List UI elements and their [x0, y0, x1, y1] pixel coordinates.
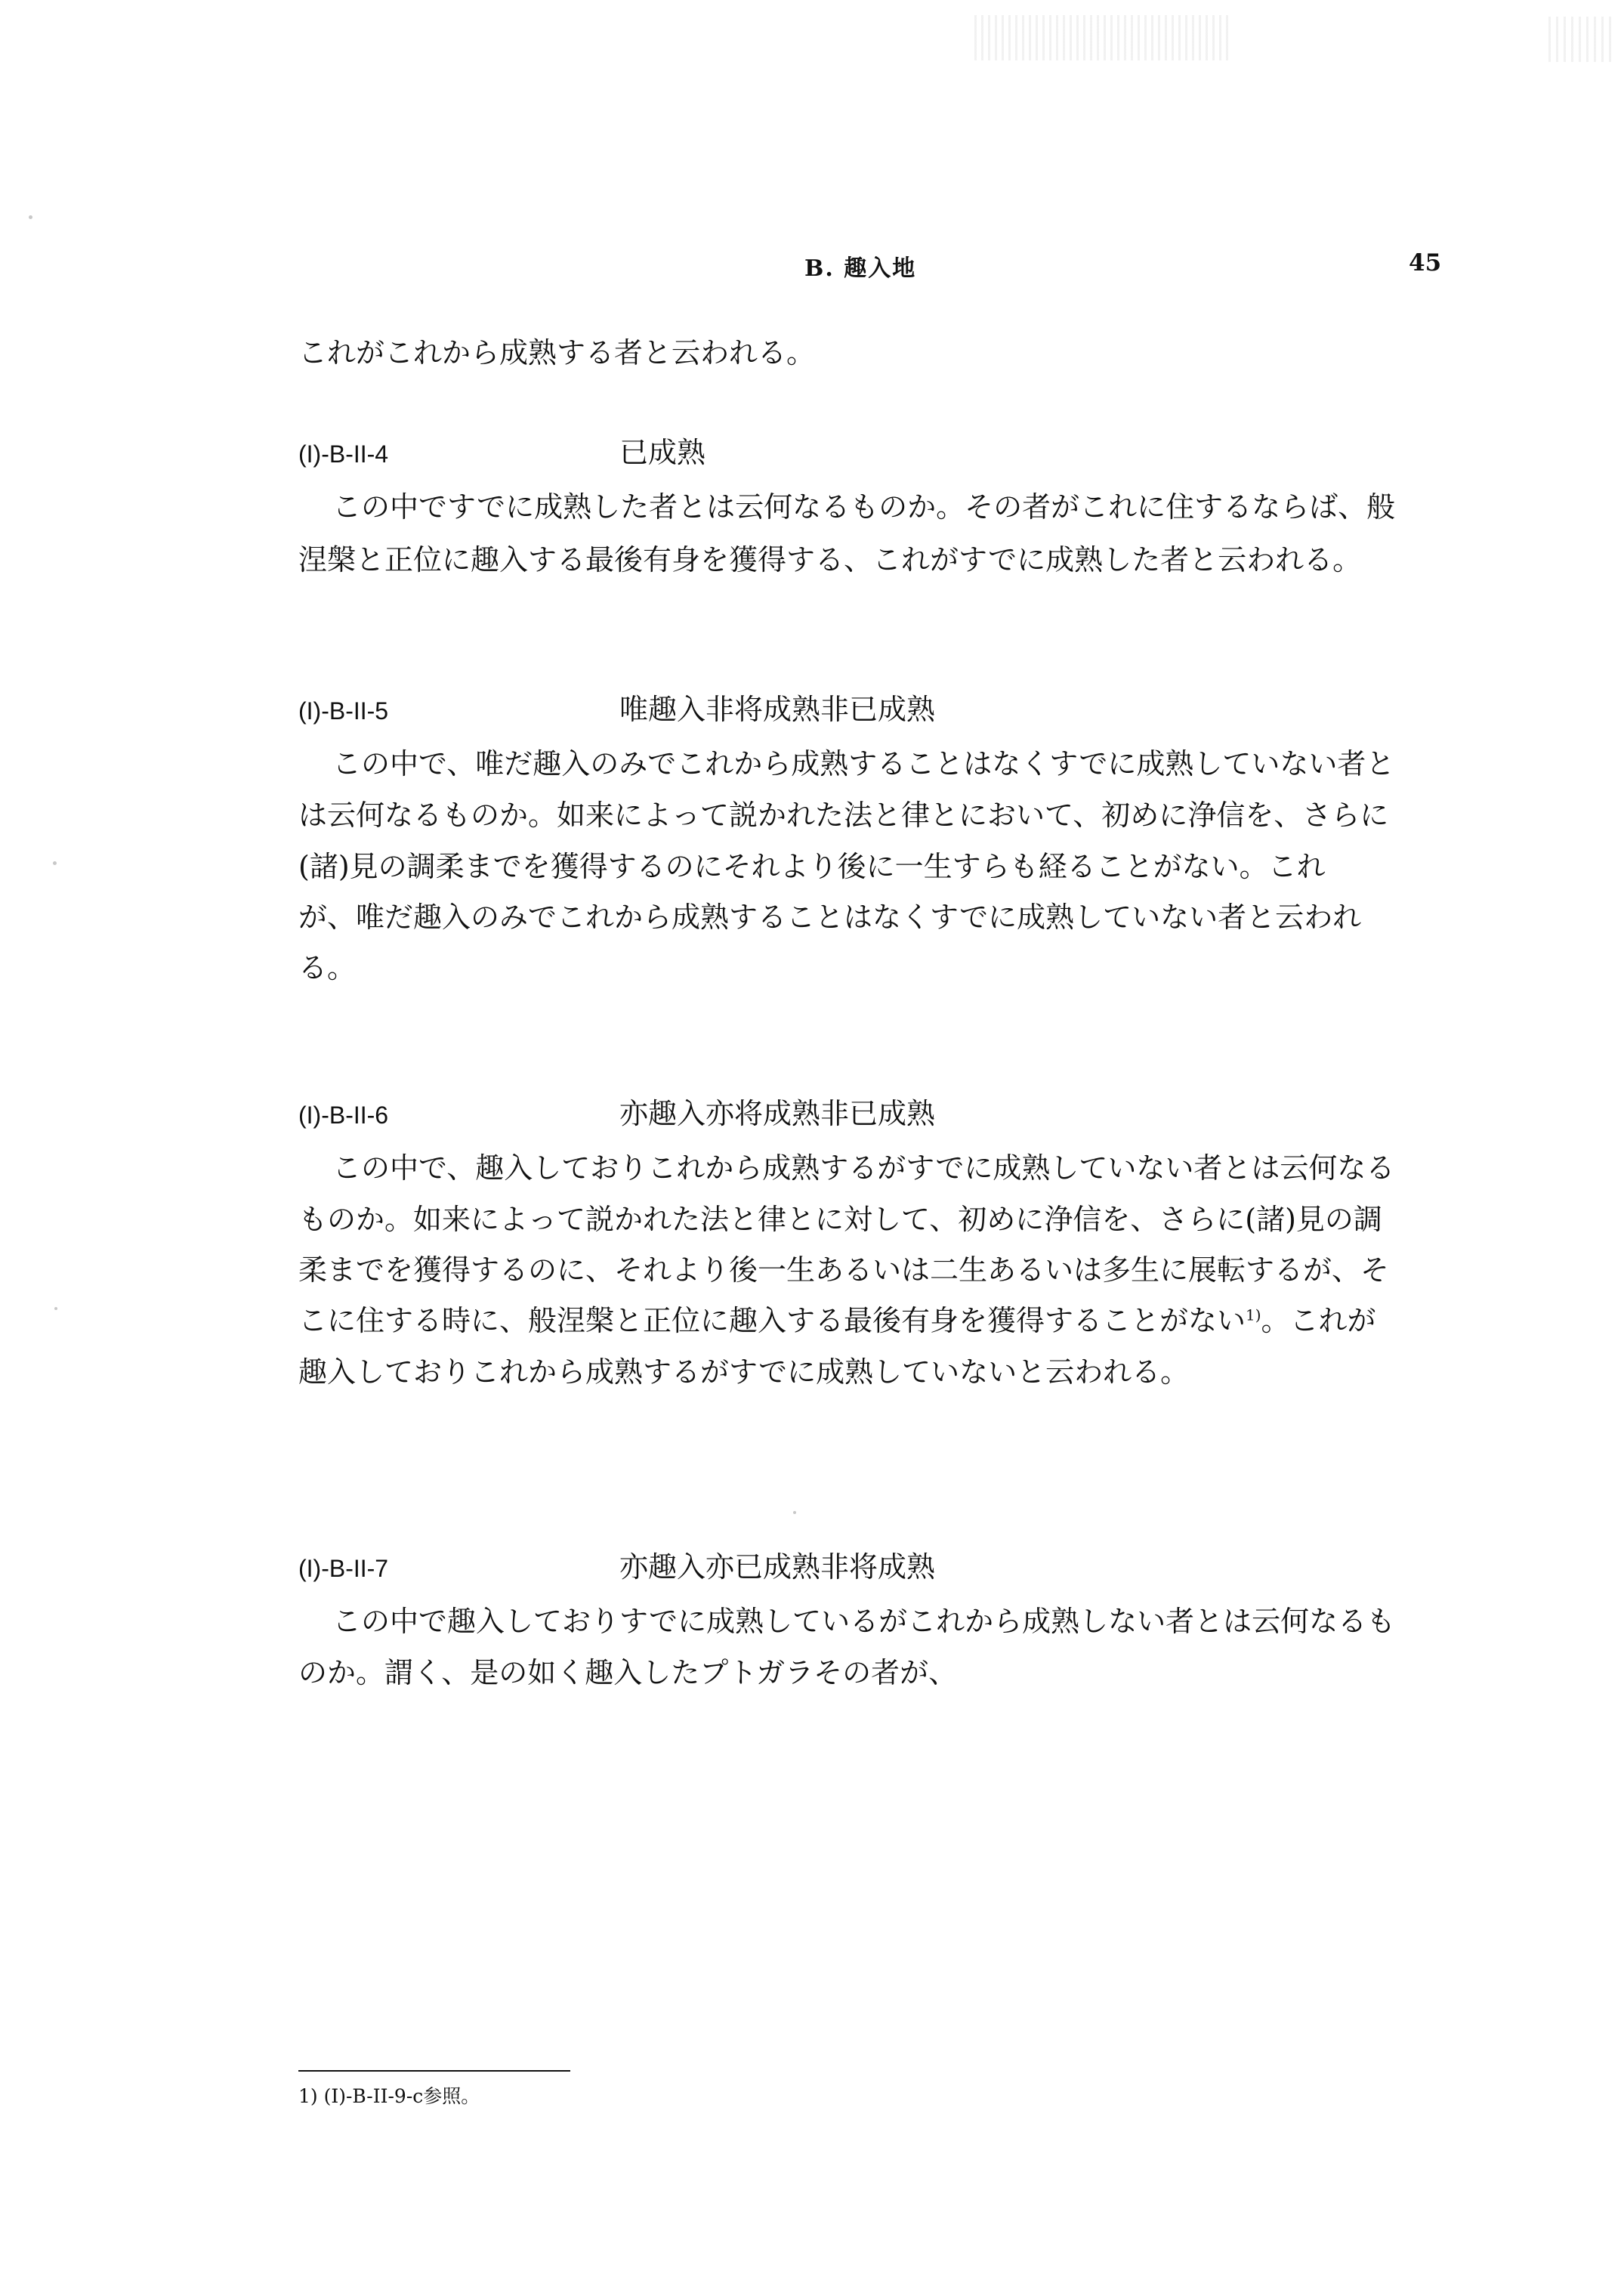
- section-id: (I)-B-II-7: [298, 1555, 389, 1582]
- paragraph-line: 柔までを獲得するのに、それより後一生あるいは二生あるいは多生に展転するが、そ: [298, 1253, 1390, 1287]
- section-id: (I)-B-II-4: [298, 440, 389, 468]
- intro-line: これがこれから成熟する者と云われる。: [298, 336, 816, 369]
- footnote: 1) (I)-B-II-9-c参照。: [298, 2085, 480, 2107]
- paragraph-line: この中ですでに成熟した者とは云何なるものか。その者がこれに住するならば、般: [332, 490, 1396, 524]
- paragraph-line: この中で、唯だ趣入のみでこれから成熟することはなくすでに成熟していない者と: [332, 747, 1395, 780]
- footnote-marker[interactable]: 1): [1246, 1306, 1261, 1324]
- section-id: (I)-B-II-6: [298, 1102, 389, 1129]
- paragraph-line: 趣入しておりこれから成熟するがすでに成熟していないと云われる。: [298, 1355, 1190, 1389]
- scan-smudge: [1548, 17, 1616, 62]
- scan-speck: [29, 215, 32, 219]
- paragraph-text: こに住する時に、般涅槃と正位に趣入する最後有身を獲得することがない: [298, 1304, 1246, 1337]
- footnote-rule: [298, 2070, 570, 2072]
- paragraph-line: ものか。如来によって説かれた法と律とに対して、初めに浄信を、さらに(諸)見の調: [298, 1203, 1382, 1236]
- paragraph-line: (諸)見の調柔までを獲得するのにそれより後に一生すらも経ることがない。これ: [298, 850, 1326, 883]
- section-title: 亦趣入亦将成熟非已成熟: [619, 1097, 936, 1130]
- section-title: 亦趣入亦已成熟非将成熟: [619, 1550, 936, 1584]
- paragraph-line: この中で趣入しておりすでに成熟しているがこれから成熟しない者とは云何なるも: [332, 1605, 1396, 1638]
- scan-smudge: [974, 15, 1231, 60]
- paragraph-line: [298, 1306, 1376, 1335]
- page-number: 45: [1409, 249, 1442, 277]
- paragraph-text: 。これが: [1261, 1304, 1376, 1337]
- paragraph-line: のか。謂く、是の如く趣入したプトガラその者が、: [298, 1656, 958, 1689]
- paragraph-line: この中で、趣入しておりこれから成熟するがすでに成熟していない者とは云何なる: [332, 1151, 1395, 1185]
- paragraph-line: る。: [298, 951, 357, 984]
- scan-speck: [793, 1511, 796, 1514]
- paragraph-line: は云何なるものか。如来によって説かれた法と律とにおいて、初めに浄信を、さらに: [298, 799, 1389, 832]
- paragraph-line: 涅槃と正位に趣入する最後有身を獲得する、これがすでに成熟した者と云われる。: [298, 543, 1362, 576]
- section-id: (I)-B-II-5: [298, 697, 389, 725]
- scan-speck: [54, 1307, 57, 1310]
- paragraph-line: が、唯だ趣入のみでこれから成熟することはなくすでに成熟していない者と云われ: [298, 901, 1362, 934]
- section-title: 唯趣入非将成熟非已成熟: [619, 693, 936, 726]
- section-title: 已成熟: [619, 436, 706, 469]
- running-head: B. 趣入地: [804, 255, 917, 282]
- scan-speck: [53, 861, 57, 865]
